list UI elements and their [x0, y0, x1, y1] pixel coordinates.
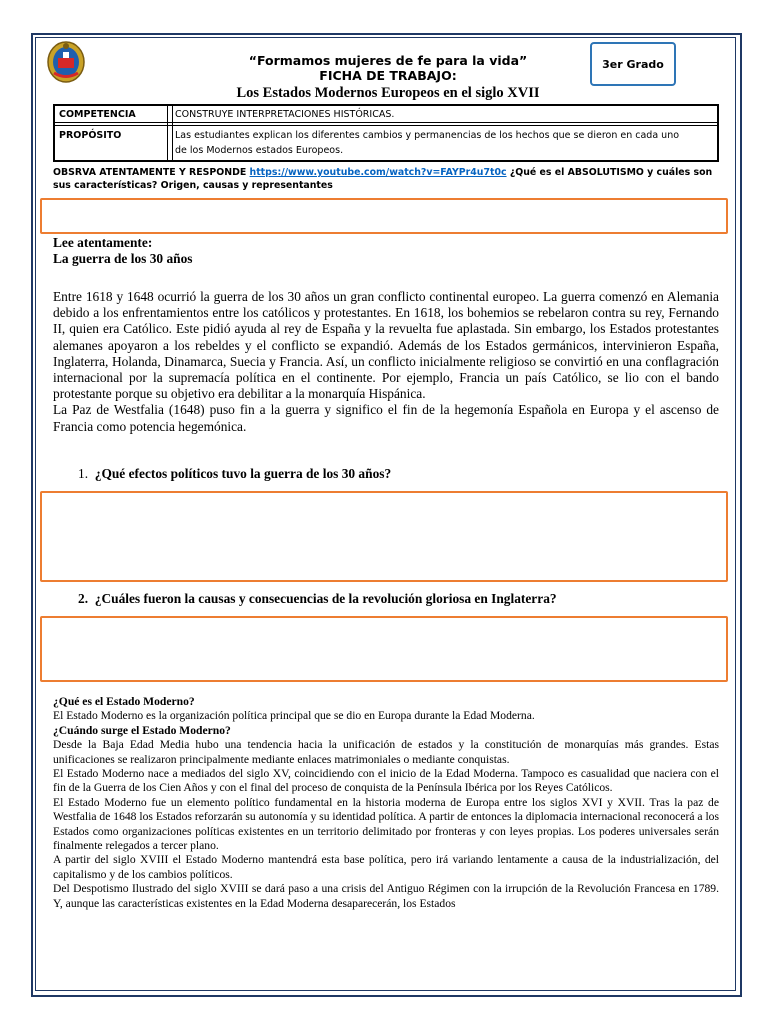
grade-badge — [590, 42, 676, 86]
competencia-label: COMPETENCIA — [59, 109, 136, 120]
question-1-text: ¿Qué efectos políticos tuvo la guerra de los 30 años? — [94, 466, 392, 481]
video-link[interactable]: https://www.youtube.com/watch?v=FAYPr4u7t0c — [249, 167, 507, 178]
question-1 — [78, 466, 391, 482]
estado-question-2: ¿Cuándo surge el Estado Moderno? — [53, 723, 231, 737]
question-2-number: 2. — [78, 591, 89, 606]
estado-answer-2d: A partir del siglo XVIII el Estado Moderno mantendrá esta base política, pero irá variando lentamente a causa de la industrialización, del capitalismo y de los cambios políticos. — [53, 853, 719, 881]
answer-box-question-1[interactable] — [40, 491, 728, 582]
instruction-line-1 — [53, 166, 733, 180]
reading-title: La guerra de los 30 años — [53, 251, 193, 266]
reading-intro: Lee atentamente: — [53, 235, 153, 250]
estado-question-1: ¿Qué es el Estado Moderno? — [53, 695, 195, 708]
reading-paragraph-2: La Paz de Westfalia (1648) puso fin a la guerra y significo el fin de la hegemonía Española en Europa y el ascenso de Francia como potencia hegemónica. — [53, 402, 719, 434]
estado-answer-2a: Desde la Baja Edad Media hubo una tendencia hacia la unificación de estados y la constitución de monarquías más grandes. Estas unificaciones se realizaron principalmente mediante enlaces matrimoniales o mediante conquistas. — [53, 738, 719, 766]
question-2 — [78, 591, 557, 607]
school-crest-logo — [46, 40, 86, 84]
estado-answer-1: El Estado Moderno es la organización política principal que se dio en Europa durante la Edad Moderna. — [53, 709, 535, 723]
motto: “Formamos mujeres de fe para la vida” — [248, 53, 528, 68]
question-1-number: 1. — [78, 466, 89, 481]
proposito-value-1: Las estudiantes explican los diferentes cambios y permanencias de los hechos que se dieron en cada uno — [175, 130, 680, 141]
reading-paragraph-1: Entre 1618 y 1648 ocurrió la guerra de los 30 años un gran conflicto continental europeo. La guerra comenzó en Alemania debido a los enfrentamientos entre los católicos y protestantes. En 1618, los bohemios se rebelaron contra su rey, Fernando II, quien era Católico. Este pidió ayuda al rey de España y la revuelta fue aplastada. Sin embargo, los Estados protestantes alemanes apoyaron a los rebeldes y el conflicto se expandió. Además de los Estados germánicos, intervinieron España, Inglaterra, Holanda, Dinamarca, Suecia y Francia. Así, un conflicto inicialmente religioso se convirtió en una conflagración internacional por la supremacía política en el continente. Por ejemplo, Francia un país Católico, se lio con el bando protestante porque su objetivo era debilitar a la monarquía Hispánica. — [53, 289, 719, 402]
estado-answer-2e: Del Despotismo Ilustrado del siglo XVIII se dará paso a una crisis del Antiguo Régimen con la irrupción de la Revolución Francesa en 1789. Y, aunque las características existentes en la Edad Moderna desaparecerán, los Estados — [53, 882, 719, 910]
estado-answer-2b: El Estado Moderno nace a mediados del siglo XV, coincidiendo con el inicio de la Edad Moderna. Tampoco es casualidad que naciera con el fin de la Guerra de los Cien Años y con el final del proceso de conquista de la Península Ibérica por los Reyes Católicos. — [53, 767, 719, 795]
page-title: Los Estados Modernos Europeos en el siglo XVII — [236, 85, 540, 101]
question-2-text: ¿Cuáles fueron la causas y consecuencias de la revolución gloriosa en Inglaterra? — [94, 591, 557, 606]
proposito-label: PROPÓSITO — [59, 130, 122, 141]
instruction-prefix: OBSRVA ATENTAMENTE Y RESPONDE — [53, 167, 250, 178]
competencia-value: CONSTRUYE INTERPRETACIONES HISTÓRICAS. — [175, 109, 395, 120]
proposito-value-2: de los Modernos estados Europeos. — [175, 145, 344, 156]
answer-box-absolutismo[interactable] — [40, 198, 728, 234]
instruction-suffix: ¿Qué es el ABSOLUTISMO y cuáles son — [506, 167, 713, 178]
grade-label: 3er Grado — [602, 57, 664, 71]
instruction-line-2: sus características? Origen, causas y representantes — [53, 180, 333, 191]
answer-box-question-2[interactable] — [40, 616, 728, 682]
reading-body — [53, 289, 719, 435]
competencia-table — [53, 104, 719, 162]
estado-answer-2c: El Estado Moderno fue un elemento político fundamental en la historia moderna de Europa entre los siglos XVI y XVII. Tras la paz de Westfalia de 1648 los Estados reforzarán su autonomía y su identidad política. A partir de entonces la diplomacia internacional reconocerá a los Estados como organizaciones políticas existentes en un territorio delimitado por fronteras y con leyes propias. Los poderes universales serán finalmente relegados a tercer plano. — [53, 795, 719, 853]
estado-moderno-section — [53, 695, 719, 911]
sheet-label: FICHA DE TRABAJO: — [319, 68, 457, 83]
